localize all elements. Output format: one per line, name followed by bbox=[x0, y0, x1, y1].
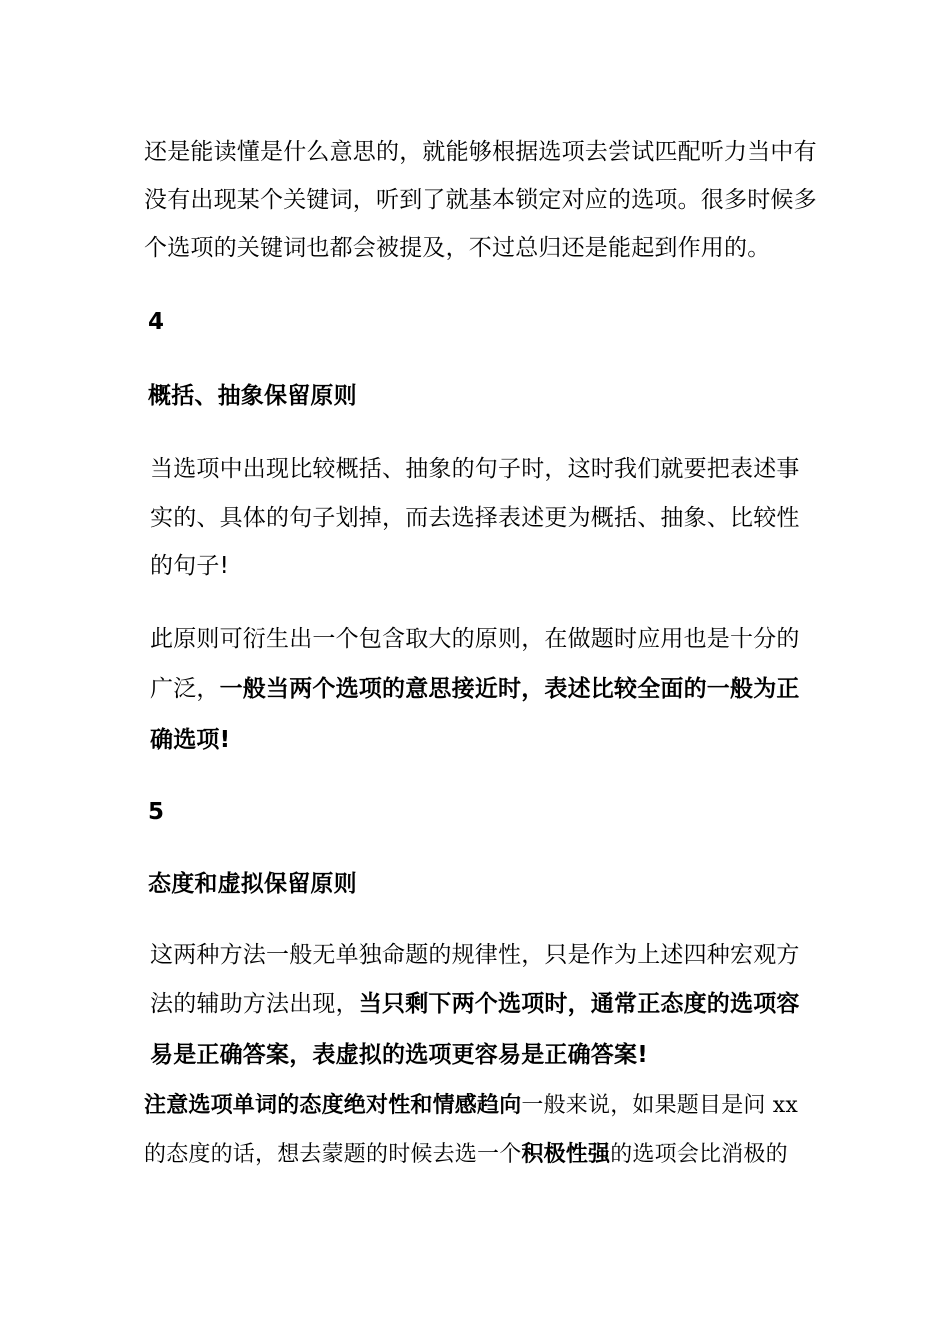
paragraph-line: 此原则可衍生出一个包含取大的原则，在做题时应用也是十分的 bbox=[150, 626, 800, 652]
paragraph-line bbox=[150, 989, 800, 1019]
section-number: 5 bbox=[148, 799, 165, 825]
emphasis-text: 易是正确答案，表虚拟的选项更容易是正确答案! bbox=[150, 1042, 648, 1068]
text-run: 法的辅助方法出现， bbox=[150, 991, 359, 1017]
paragraph-line: 当选项中出现比较概括、抽象的句子时，这时我们就要把表述事 bbox=[150, 456, 800, 482]
paragraph-line: 这两种方法一般无单独命题的规律性，只是作为上述四种宏观方 bbox=[150, 942, 800, 968]
text-run: 的态度的话，想去蒙题的时候去选一个 bbox=[144, 1142, 522, 1167]
paragraph-line: 个选项的关键词也都会被提及，不过总归还是能起到作用的。 bbox=[144, 235, 771, 261]
paragraph-line: 还是能读懂是什么意思的，就能够根据选项去尝试匹配听力当中有 bbox=[144, 139, 817, 165]
section-number: 4 bbox=[148, 309, 165, 335]
note-line bbox=[144, 1140, 788, 1170]
text-run: 的选项会比消极的 bbox=[610, 1142, 788, 1167]
paragraph-line: 的句子! bbox=[150, 553, 230, 579]
emphasis-text: 注意选项单词的态度绝对性和情感趋向 bbox=[144, 1093, 522, 1118]
paragraph-line: 实的、具体的句子划掉，而去选择表述更为概括、抽象、比较性 bbox=[150, 505, 800, 531]
paragraph-line bbox=[150, 674, 800, 704]
text-run: 一般来说，如果题目是问 xx bbox=[521, 1093, 799, 1118]
note-line bbox=[144, 1091, 798, 1121]
paragraph-line: 没有出现某个关键词，听到了就基本锁定对应的选项。很多时候多 bbox=[144, 187, 817, 213]
text-run: 广泛， bbox=[150, 676, 220, 702]
emphasis-text: 一般当两个选项的意思接近时，表述比较全面的一般为正 bbox=[219, 676, 800, 702]
emphasis-text: 当只剩下两个选项时，通常正态度的选项容 bbox=[358, 991, 800, 1017]
emphasis-text: 确选项! bbox=[150, 727, 231, 753]
section-heading: 态度和虚拟保留原则 bbox=[148, 871, 357, 897]
emphasis-text: 积极性强 bbox=[521, 1142, 611, 1167]
section-heading: 概括、抽象保留原则 bbox=[148, 383, 357, 409]
